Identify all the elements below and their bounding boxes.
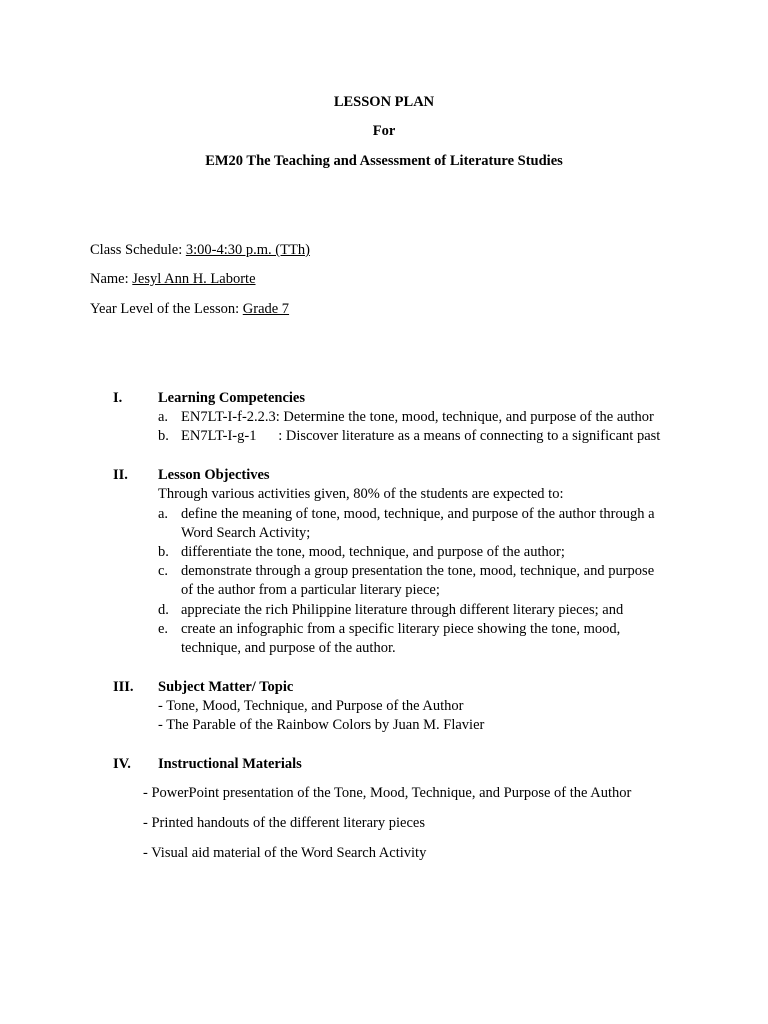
item-text-line1: appreciate the rich Philippine literature through different literary pieces; and: [181, 602, 624, 618]
class-schedule-value: 3:00-4:30 p.m. (TTh): [185, 242, 310, 258]
section-number: IV.: [113, 756, 131, 772]
item-letter: b.: [158, 428, 169, 444]
item-text-line1: demonstrate through a group presentation the tone, mood, technique, and purpose: [181, 563, 655, 579]
class-schedule-label: Class Schedule:: [90, 242, 183, 258]
doc-course: EM20 The Teaching and Assessment of Literature Studies: [205, 153, 563, 169]
item-text-line2: technique, and purpose of the author.: [181, 640, 396, 656]
section-number: I.: [113, 390, 123, 406]
item-letter: a.: [158, 409, 169, 425]
section-intro: Through various activities given, 80% of the students are expected to:: [158, 486, 564, 502]
doc-title: LESSON PLAN: [333, 94, 435, 110]
section-number: II.: [113, 467, 128, 483]
list-item: - PowerPoint presentation of the Tone, Mood, Technique, and Purpose of the Author: [143, 785, 632, 801]
name-value: Jesyl Ann H. Laborte: [132, 271, 256, 287]
item-text-line1: define the meaning of tone, mood, technique, and purpose of the author through a: [181, 506, 655, 522]
item-letter: b.: [158, 544, 169, 560]
class-schedule-line: [90, 242, 310, 259]
item-letter: a.: [158, 506, 169, 522]
year-level-line: [90, 301, 289, 318]
list-item: - Visual aid material of the Word Search Activity: [143, 845, 427, 861]
item-text-line1: create an infographic from a specific literary piece showing the tone, mood,: [181, 621, 621, 637]
list-item: - The Parable of the Rainbow Colors by Juan M. Flavier: [158, 717, 485, 733]
item-text-line2: Word Search Activity;: [181, 525, 311, 541]
year-level-value: Grade 7: [242, 301, 290, 317]
item-text: EN7LT-I-f-2.2.3: Determine the tone, mood, technique, and purpose of the author: [181, 409, 654, 425]
item-text-line1: differentiate the tone, mood, technique, and purpose of the author;: [181, 544, 565, 560]
section-title: Lesson Objectives: [158, 467, 270, 483]
item-text: EN7LT-I-g-1 : Discover literature as a means of connecting to a significant past: [181, 428, 661, 444]
section-number: III.: [113, 679, 134, 695]
item-text-line2: of the author from a particular literary piece;: [181, 582, 440, 598]
name-line: [90, 271, 256, 288]
section-title: Subject Matter/ Topic: [158, 679, 294, 695]
name-label: Name:: [90, 271, 129, 287]
list-item: - Printed handouts of the different literary pieces: [143, 815, 425, 831]
list-item: - Tone, Mood, Technique, and Purpose of the Author: [158, 698, 464, 714]
year-level-label: Year Level of the Lesson:: [90, 301, 240, 317]
section-title: Instructional Materials: [158, 756, 302, 772]
section-title: Learning Competencies: [158, 390, 305, 406]
item-letter: e.: [158, 621, 169, 637]
item-letter: d.: [158, 602, 169, 618]
doc-for: For: [372, 123, 396, 139]
item-letter: c.: [158, 563, 169, 579]
